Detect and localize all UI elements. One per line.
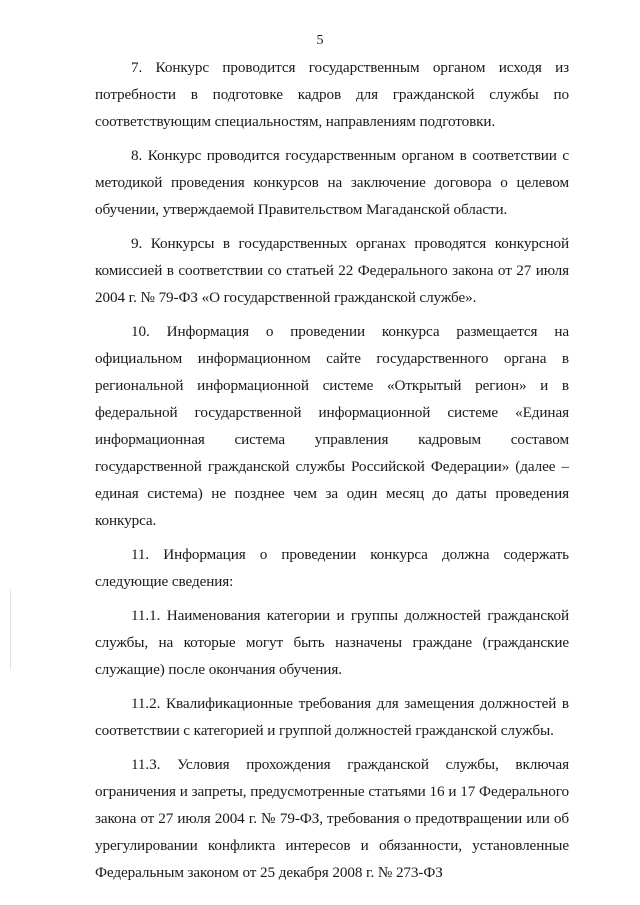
paragraph-11-1: 11.1. Наименования категории и группы должностей гражданской службы, на которые могут быть назначены граждане (гражданские служащие) после окончания обучения. (95, 607, 569, 678)
paragraph-10: 10. Информация о проведении конкурса размещается на официальном информационном сайте государственного органа в региональной информационной системе «Открытый регион» и в федеральной государственной информационной системе «Единая информационная система управления кадровым составом государственной гражданской службы Российской Федерации» (далее – единая система) не позднее чем за один месяц до даты проведения конкурса. (95, 323, 569, 529)
document-body (95, 54, 569, 886)
scan-margin-line (10, 590, 11, 670)
paragraph-11-3: 11.3. Условия прохождения гражданской службы, включая ограничения и запреты, предусмотренные статьями 16 и 17 Федерального закона от 27 июля 2004 г. № 79-ФЗ, требования о предотвращении или об урегулировании конфликта интересов и обязанности, установленные Федеральным законом от 25 декабря 2008 г. № 273-ФЗ (95, 756, 569, 881)
paragraph-7: 7. Конкурс проводится государственным органом исходя из потребности в подготовке кадров для гражданской службы по соответствующим специальностям, направлениям подготовки. (95, 59, 569, 130)
paragraph-8: 8. Конкурс проводится государственным органом в соответствии с методикой проведения конкурсов на заключение договора о целевом обучении, утверждаемой Правительством Магаданской области. (95, 147, 569, 218)
paragraph-11-2: 11.2. Квалификационные требования для замещения должностей в соответствии с категорией и группой должностей гражданской службы. (95, 695, 569, 739)
paragraph-9: 9. Конкурсы в государственных органах проводятся конкурсной комиссией в соответствии со статьей 22 Федерального закона от 27 июля 2004 г. № 79-ФЗ «О государственной гражданской службе». (95, 235, 569, 306)
page-number: 5 (316, 33, 324, 48)
paragraph-11: 11. Информация о проведении конкурса должна содержать следующие сведения: (95, 546, 569, 590)
